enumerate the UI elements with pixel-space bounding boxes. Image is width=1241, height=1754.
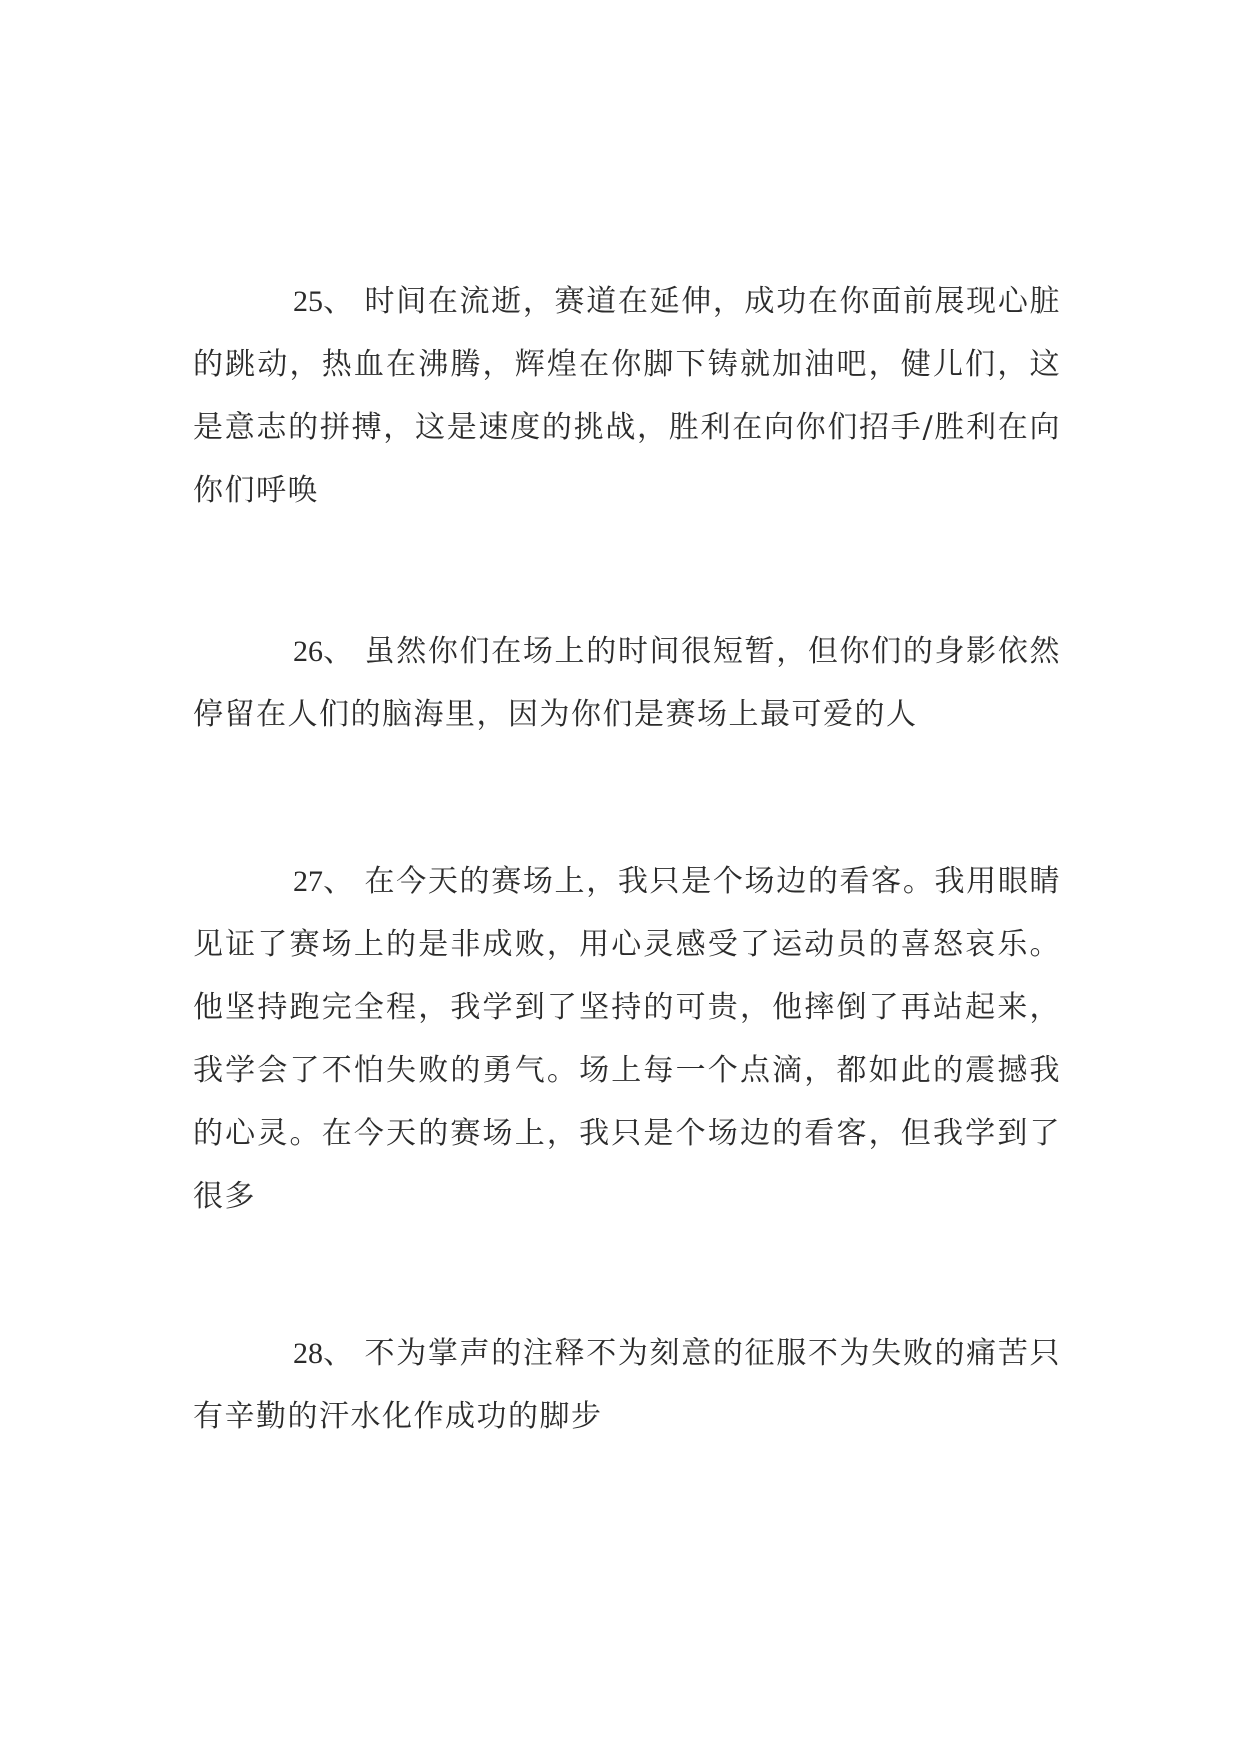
item-separator: 、 [323,634,354,669]
list-item-25 [193,270,1061,522]
list-item-27 [193,850,1061,1228]
list-item-28 [193,1322,1061,1448]
item-separator: 、 [323,1336,354,1371]
item-number: 26 [293,635,323,668]
item-text: 在今天的赛场上，我只是个场边的看客。我用眼睛见证了赛场上的是非成败，用心灵感受了运动员的喜怒哀乐。他坚持跑完全程，我学到了坚持的可贵，他摔倒了再站起来，我学会了不怕失败的勇气。场上每一个点滴，都如此的震撼我的心灵。在今天的赛场上，我只是个场边的看客，但我学到了很多 [193,864,1062,1214]
item-number: 25 [293,285,323,318]
item-text: 时间在流逝，赛道在延伸，成功在你面前展现心脏的跳动，热血在沸腾，辉煌在你脚下铸就加油吧，健儿们，这是意志的拼搏，这是速度的挑战，胜利在向你们招手/胜利在向你们呼唤 [193,284,1062,508]
item-separator: 、 [323,284,354,319]
item-text: 不为掌声的注释不为刻意的征服不为失败的痛苦只有辛勤的汗水化作成功的脚步 [193,1336,1062,1434]
item-number: 27 [293,865,323,898]
item-text: 虽然你们在场上的时间很短暂，但你们的身影依然停留在人们的脑海里，因为你们是赛场上最可爱的人 [193,634,1062,732]
list-item-26 [193,620,1061,746]
item-separator: 、 [323,864,354,899]
item-number: 28 [293,1337,323,1370]
